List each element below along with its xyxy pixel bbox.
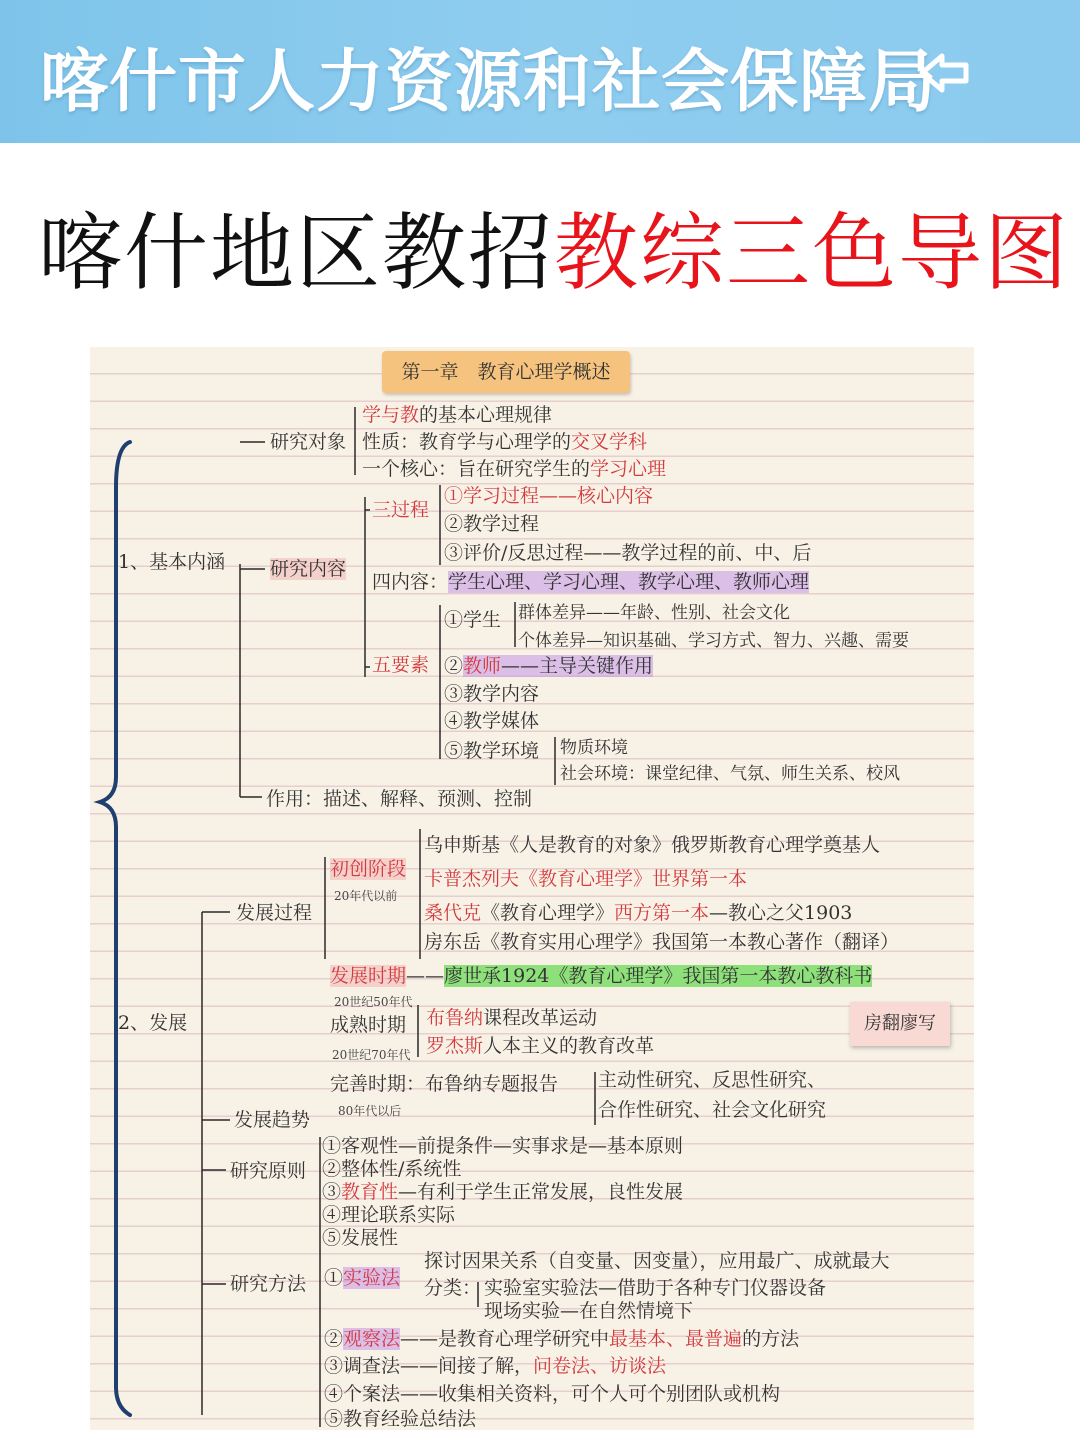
text-method-1d: 现场实验—在自然情境下: [484, 1300, 694, 1322]
text-element-5a: 物质环境: [560, 738, 628, 758]
text-role: 作用：描述、解释、预测、控制: [266, 788, 533, 810]
node-development: 2、发展: [118, 1012, 188, 1034]
node-dev-process: 发展过程: [236, 902, 313, 924]
text-element-5b: 社会环境：课堂纪律、气氛、师生关系、校风: [560, 764, 900, 784]
text-mature-sub: 20世纪70年代: [332, 1048, 411, 1062]
text-method-1a: 探讨因果关系（自变量、因变量），应用最广、成就最大: [424, 1250, 890, 1272]
text-element-1b: 个体差异—知识基础、学习方式、智力、兴趣、需要: [518, 631, 909, 651]
headline-black: 喀什地区教招: [38, 204, 555, 302]
node-five-elements: 五要素: [372, 654, 430, 676]
text-early-2: 卡普杰列夫《教育心理学》世界第一本: [424, 868, 748, 890]
text-method-4: ④个案法——收集相关资料，可个人可个别团队或机构: [324, 1383, 781, 1405]
text-principle-4: ④理论联系实际: [322, 1204, 456, 1226]
node-three-processes: 三过程: [372, 499, 430, 521]
text-perfect-2: 合作性研究、社会文化研究: [598, 1099, 827, 1121]
text-object-b: 性质：教育学与心理学的交叉学科: [362, 431, 648, 453]
node-mature-period: 成熟时期: [330, 1014, 407, 1036]
text-method-5: ⑤教育经验总结法: [324, 1408, 477, 1430]
node-basic-connotation: 1、基本内涵: [118, 551, 226, 573]
text-object-c: 一个核心：旨在研究学生的学习心理: [362, 458, 667, 480]
text-element-1: ①学生: [444, 609, 502, 631]
text-perfect-sub: 80年代以后: [338, 1104, 402, 1118]
text-principle-1: ①客观性—前提条件—实事求是—基本原则: [322, 1135, 684, 1157]
banner-title: 喀什市人力资源和社会保障局: [40, 43, 938, 122]
text-principle-2: ②整体性/系统性: [322, 1158, 462, 1180]
page-headline: [38, 186, 1070, 307]
text-principle-3: ③教育性—有利于学生正常发展，良性发展: [322, 1181, 684, 1203]
text-early-4: 房东岳《教育实用心理学》我国第一本教心著作（翻译）: [424, 931, 900, 953]
text-process-3: ③评价/反思过程——教学过程的前、中、后: [444, 542, 812, 564]
text-process-1: ①学习过程——核心内容: [444, 485, 654, 507]
text-perfect-1: 主动性研究、反思性研究、: [598, 1069, 827, 1091]
chapter-title: 第一章 教育心理学概述: [382, 351, 630, 393]
text-early-3: 桑代克《教育心理学》西方第一本—教心之父1903: [424, 902, 853, 924]
text-element-5: ⑤教学环境: [444, 740, 540, 762]
text-process-2: ②教学过程: [444, 513, 540, 535]
text-method-2: ②观察法——是教育心理学研究中最基本、最普遍的方法: [324, 1328, 800, 1350]
back-arrow-icon[interactable]: [918, 50, 972, 96]
text-method-1c: 实验室实验法—借助于各种专门仪器设备: [484, 1277, 827, 1299]
text-element-2: ②教师——主导关键作用: [444, 655, 654, 677]
header-banner: [0, 0, 1080, 143]
text-element-1a: 群体差异——年龄、性别、社会文化: [518, 603, 790, 623]
text-method-1b: 分类：: [424, 1277, 482, 1299]
text-method-1: ①实验法: [324, 1267, 401, 1289]
text-mature-2: 罗杰斯人本主义的教育改革: [426, 1035, 655, 1057]
node-dev-trend: 发展趋势: [234, 1109, 311, 1131]
text-object-a: 学与教的基本心理规律: [362, 404, 553, 426]
node-perfect-period: 完善时期：布鲁纳专题报告: [330, 1073, 559, 1095]
text-dev-sub: 20世纪50年代: [334, 995, 413, 1009]
node-research-principle: 研究原则: [230, 1160, 307, 1182]
node-early-stage: 初创阶段: [330, 858, 407, 880]
node-research-object: 研究对象: [270, 431, 347, 453]
text-element-4: ④教学媒体: [444, 710, 540, 732]
text-principle-5: ⑤发展性: [322, 1227, 399, 1249]
text-mature-1: 布鲁纳课程改革运动: [426, 1007, 598, 1029]
text-early-sub: 20年代以前: [334, 889, 398, 903]
text-method-3: ③调查法——间接了解，问卷法、访谈法: [324, 1355, 667, 1377]
sticky-note: 房翻廖写: [850, 1002, 950, 1046]
text-early-1: 乌申斯基《人是教育的对象》俄罗斯教育心理学奠基人: [424, 834, 881, 856]
mind-map-notebook: [90, 347, 974, 1430]
text-dev-period: 发展时期——廖世承1924《教育心理学》我国第一本教心教科书: [330, 965, 873, 987]
text-element-3: ③教学内容: [444, 683, 540, 705]
node-research-content: 研究内容: [270, 558, 347, 580]
headline-red: 教综三色导图: [554, 204, 1071, 302]
text-four-contents: 四内容：学生心理、学习心理、教学心理、教师心理: [372, 571, 810, 593]
node-research-method: 研究方法: [230, 1273, 307, 1295]
